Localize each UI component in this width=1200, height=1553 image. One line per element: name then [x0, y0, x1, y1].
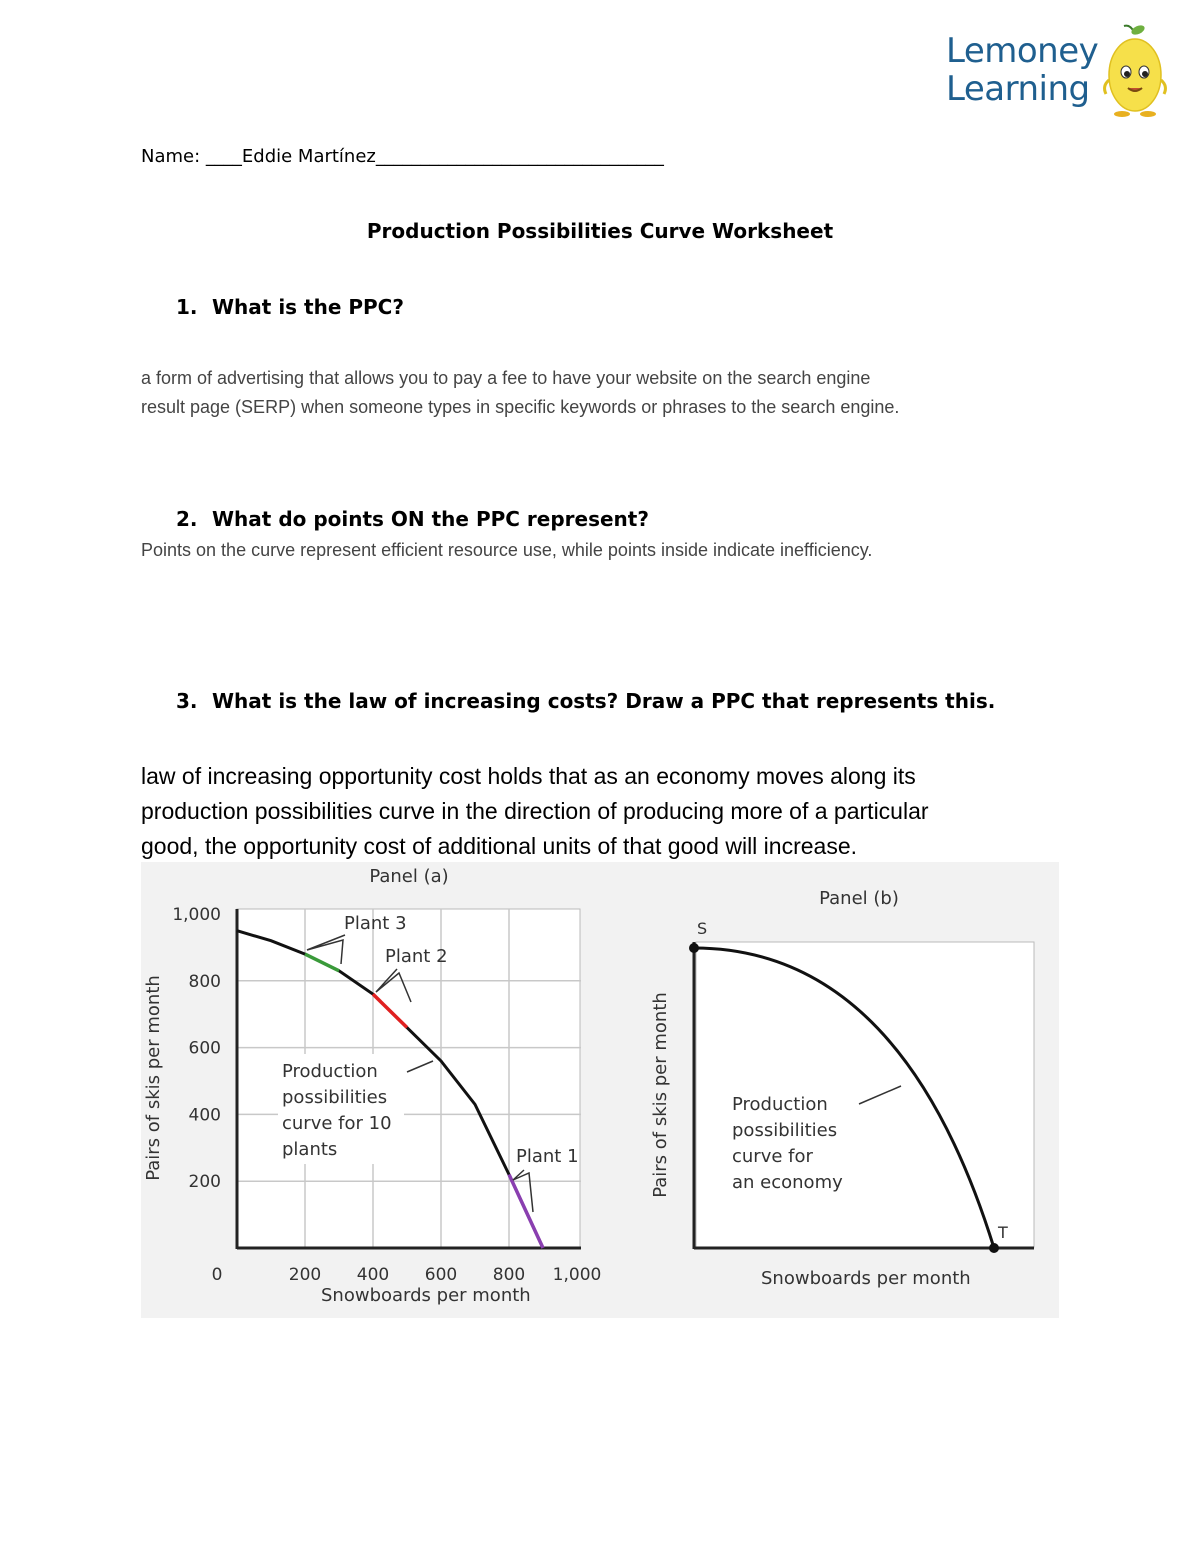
x-tick-label: 0 — [211, 1265, 223, 1285]
x-tick-label: 1,000 — [552, 1265, 602, 1285]
panel-b-annotation-line-2: possibilities — [732, 1120, 838, 1141]
x-tick-label: 800 — [492, 1265, 526, 1285]
panel-b-point-t — [989, 1243, 999, 1253]
question-1 — [176, 295, 404, 319]
y-tick-label: 200 — [188, 1172, 221, 1193]
x-tick-label: 200 — [288, 1265, 322, 1285]
student-name: Name: ____Eddie Martínez________________________________ — [141, 146, 664, 167]
answer-3-line-1: law of increasing opportunity cost holds that as an economy moves along its — [141, 763, 916, 789]
panel-b-annotation-line-3: curve for — [732, 1146, 813, 1167]
answer-2-line-1: Points on the curve represent efficient resource use, while points inside indicate inefficiency. — [141, 540, 873, 560]
answer-1-line-1: a form of advertising that allows you to pay a fee to have your website on the search engine — [141, 368, 871, 388]
panel-b-y-label: Pairs of skis per month — [650, 992, 671, 1198]
plant-3-label: Plant 3 — [344, 913, 407, 934]
question-2 — [176, 507, 649, 531]
question-2-text: What do points ON the PPC represent? — [212, 507, 649, 531]
panel-b-x-label: Snowboards per month — [761, 1268, 971, 1289]
y-tick-label: 400 — [188, 1105, 221, 1126]
page-title: Production Possibilities Curve Worksheet — [366, 219, 834, 243]
panel-b-point-s-label: S — [697, 919, 708, 938]
plant-1-label: Plant 1 — [516, 1146, 579, 1167]
y-tick-label: 1,000 — [172, 905, 221, 925]
panel-b-point-t-label: T — [998, 1223, 1008, 1242]
panel-a-annotation-line-2: possibilities — [282, 1087, 388, 1108]
answer-1-line-2: result page (SERP) when someone types in specific keywords or phrases to the search engine. — [141, 397, 900, 417]
question-3 — [176, 689, 995, 713]
x-tick-label: 600 — [424, 1265, 458, 1285]
logo-line-1: Lemoney — [946, 31, 1099, 71]
panel-a-annotation-line-1: Production — [282, 1061, 378, 1082]
panel-a-x-label: Snowboards per month — [321, 1285, 531, 1306]
x-tick-label: 400 — [356, 1265, 390, 1285]
question-2-number: 2. — [176, 507, 198, 531]
panel-b-annotation-line-4: an economy — [732, 1172, 843, 1193]
y-tick-label: 800 — [188, 971, 221, 992]
question-1-number: 1. — [176, 295, 198, 319]
logo-line-2: Learning — [946, 69, 1090, 109]
panel-a-title: Panel (a) — [369, 866, 449, 887]
panel-b-annotation-line-1: Production — [732, 1094, 828, 1115]
question-3-number: 3. — [176, 689, 198, 713]
y-tick-label: 600 — [188, 1038, 221, 1059]
answer-3-line-2: production possibilities curve in the direction of producing more of a particular — [141, 798, 929, 824]
panel-a-y-label: Pairs of skis per month — [143, 975, 164, 1181]
lemon-mascot-icon — [1100, 20, 1170, 120]
question-1-text: What is the PPC? — [212, 295, 404, 319]
panel-b-title: Panel (b) — [819, 888, 899, 909]
ppc-figure — [141, 862, 1059, 1318]
panel-a-annotation-line-3: curve for 10 — [282, 1113, 392, 1134]
answer-3-line-3: good, the opportunity cost of additional units of that good will increase. — [141, 833, 858, 859]
panel-a-annotation-line-4: plants — [282, 1139, 338, 1160]
logo — [946, 32, 1098, 108]
panel-b-point-s — [689, 943, 699, 953]
question-3-text: What is the law of increasing costs? Draw a PPC that represents this. — [212, 689, 996, 713]
plant-2-label: Plant 2 — [385, 946, 448, 967]
